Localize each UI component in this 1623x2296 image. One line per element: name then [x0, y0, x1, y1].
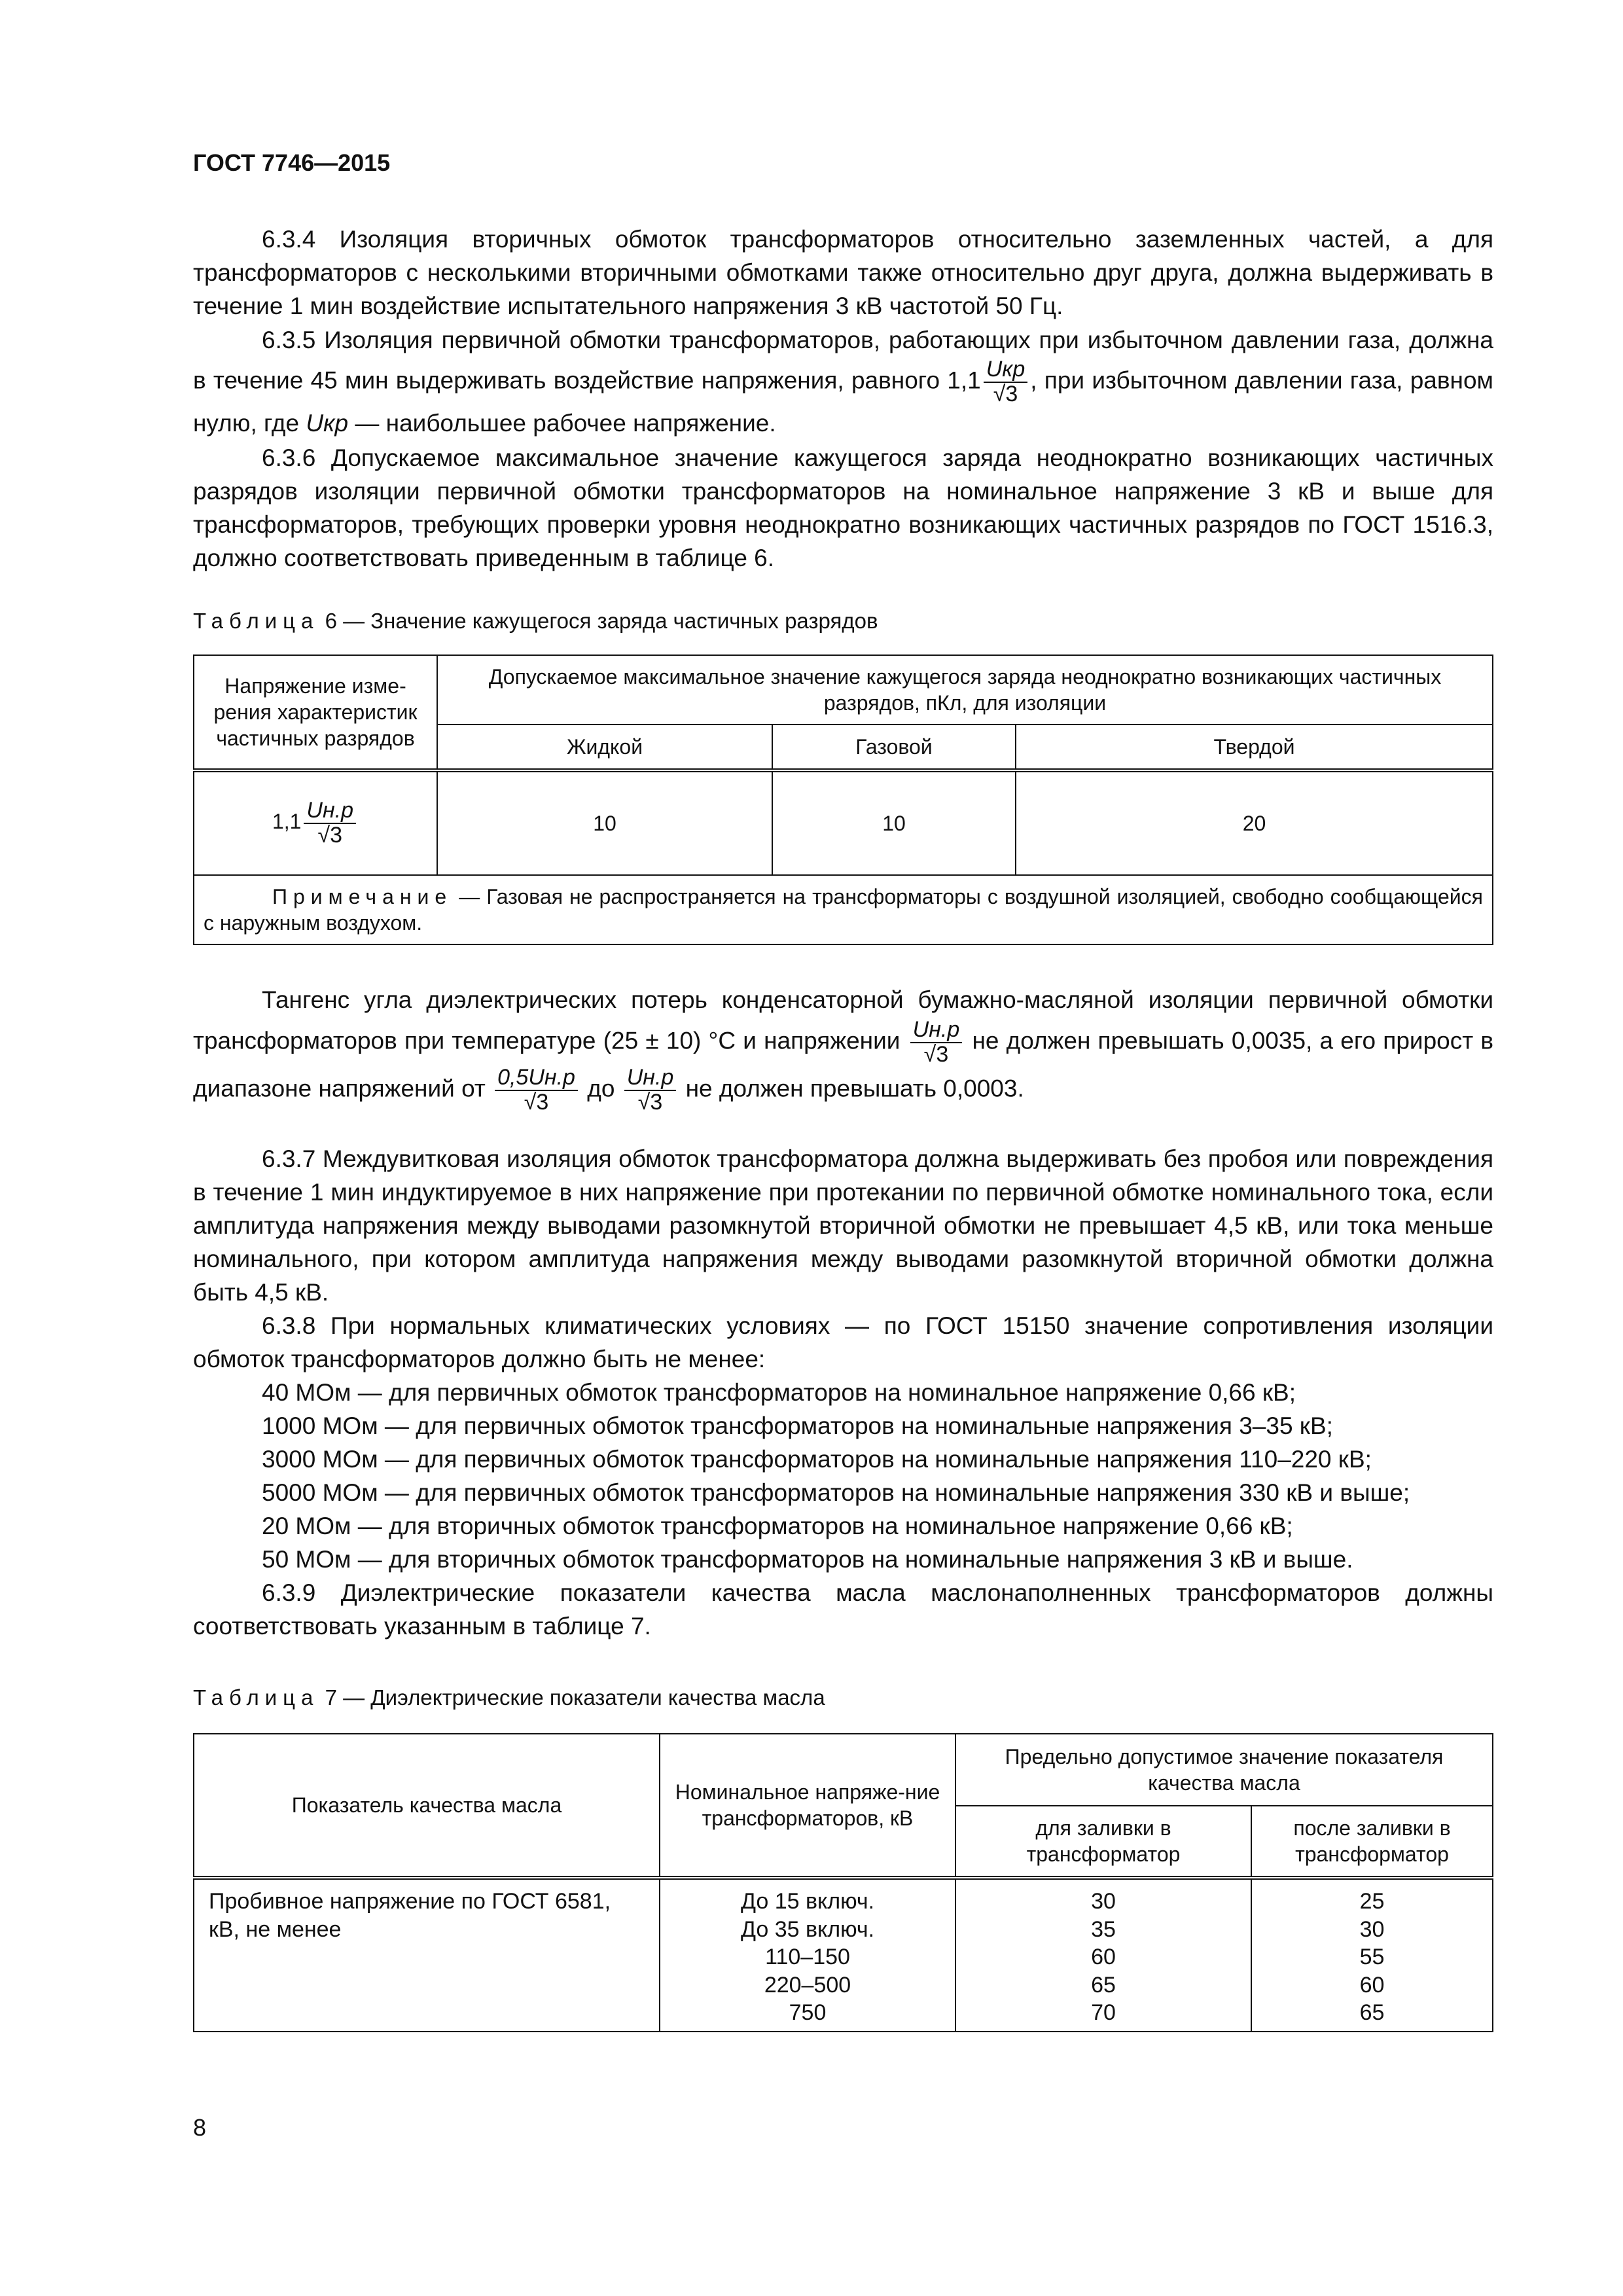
before-value: 70 [1091, 2000, 1116, 2025]
table-6-note-label: Примечание [272, 885, 453, 908]
before-value: 65 [1091, 1972, 1116, 1998]
table-7-caption-text: 7 — Диэлектрические показатели качества масла [325, 1685, 825, 1710]
before-value: 60 [1091, 1945, 1116, 1969]
paragraph-6-3-4: 6.3.4 Изоляция вторичных обмоток трансформаторов относительно заземленных частей, а для трансформаторов с несколькими вторичными обмотками также относительно друг друга, должна выдерживать в течение 1 мин воздействие испытательного напряжения 3 кВ частотой 50 Гц. [193, 226, 1493, 319]
page-number: 8 [193, 2114, 207, 2141]
tan-text-a: Тангенс угла диэлектрических потерь конденсаторной бумажно-масляной изоляции первичной обмотки трансформаторов при температуре (25 ± 10) °С и напряжении [193, 986, 1493, 1054]
text-block-3 [193, 1142, 1493, 1643]
table-7-caption-label: Таблица [193, 1685, 319, 1710]
voltage-value: 110–150 [765, 1945, 850, 1969]
voltage-value: До 35 включ. [740, 1916, 875, 1942]
tan-fraction-2 [495, 1066, 578, 1114]
table-6-value-gas: 10 [772, 770, 1016, 875]
before-value: 30 [1091, 1889, 1116, 1914]
paragraph-6-3-7: 6.3.7 Междувитковая изоляция обмоток трансформатора должна выдерживать без пробоя или повреждения в течение 1 мин индуктируемое в них напряжение при протекании по первичной обмотке номинального тока, если амплитуда напряжения между выводами разомкнутой вторичной обмотки не превышает 4,5 кВ, или тока меньше номинального, при котором амплитуда напряжения между выводами разомкнутой вторичной обмотки должна быть 4,5 кВ. [193, 1145, 1493, 1306]
resistance-item: 40 МОм — для первичных обмоток трансформаторов на номинальное напряжение 0,66 кВ; [262, 1379, 1296, 1406]
table-7 [193, 1733, 1493, 2032]
tan-text-b: не должен превышать 0,0035, а его прирост в диапазоне напряжений от [193, 1027, 1494, 1102]
table-6-fraction [304, 799, 356, 847]
paragraph-6-3-6: 6.3.6 Допускаемое максимальное значение кажущегося заряда неоднократно возникающих частичных разрядов изоляции первичной обмотки трансформаторов на номинальное напряжение 3 кВ и выше для трансформаторов, требующих проверки уровня неоднократно возникающих частичных разрядов по ГОСТ 1516.3, должно соответствовать приведенным в таблице 6. [193, 444, 1493, 572]
after-value: 25 [1359, 1889, 1385, 1914]
table-6-subheader-liquid: Жидкой [437, 725, 772, 770]
voltage-value: 220–500 [764, 1972, 851, 1998]
p635-variable: Uкр [306, 410, 349, 437]
paragraph-6-3-8: 6.3.8 При нормальных климатических условиях — по ГОСТ 15150 значение сопротивления изоляции обмоток трансформаторов должно быть не менее: [193, 1312, 1493, 1372]
fraction-numerator: Uкр [984, 358, 1028, 383]
table-7-col1-header: Показатель качества масла [194, 1734, 660, 1878]
after-value: 60 [1359, 1972, 1385, 1998]
table-6-value-solid: 20 [1016, 770, 1493, 875]
fraction-numerator: Uн.р [910, 1018, 963, 1043]
table-6-coefficient: 1,1 [272, 810, 302, 834]
p635-coefficient: 1,1 [947, 367, 981, 394]
voltage-value: 750 [789, 2000, 827, 2025]
text-block-2 [193, 982, 1493, 1115]
fraction-denominator: √3 [923, 1041, 949, 1067]
document-header: ГОСТ 7746—2015 [193, 149, 391, 176]
tan-text-c: до [587, 1075, 615, 1102]
before-value: 35 [1091, 1916, 1116, 1942]
table-7-caption [193, 1685, 825, 1710]
table-7-before-values [955, 1878, 1251, 2032]
resistance-item: 20 МОм — для вторичных обмоток трансформаторов на номинальное напряжение 0,66 кВ; [262, 1513, 1293, 1539]
table-7-indicator: Пробивное напряжение по ГОСТ 6581, кВ, не менее [194, 1878, 660, 2032]
table-6-note [194, 875, 1493, 944]
paragraph-6-3-9: 6.3.9 Диэлектрические показатели качества масла маслонаполненных трансформаторов должны соответствовать указанным в таблице 7. [193, 1579, 1493, 1640]
table-6-value-liquid: 10 [437, 770, 772, 875]
fraction-numerator: Uн.р [304, 799, 356, 824]
table-6-subheader-solid: Твердой [1016, 725, 1493, 770]
tan-fraction-3 [624, 1066, 677, 1114]
table-6-group-header: Допускаемое максимальное значение кажущегося заряда неоднократно возникающих частичных разрядов, пКл, для изоляции [437, 655, 1493, 725]
table-6-caption [193, 609, 878, 634]
after-value: 30 [1359, 1916, 1385, 1942]
resistance-item: 1000 МОм — для первичных обмоток трансформаторов на номинальные напряжения 3–35 кВ; [262, 1412, 1333, 1439]
p635-text-c: — наибольшее рабочее напряжение. [355, 410, 776, 437]
after-value: 55 [1359, 1945, 1385, 1969]
table-6-note-text: — Газовая не распространяется на трансформаторы с воздушной изоляцией, свободно сообщающейся с наружным воздухом. [204, 885, 1484, 935]
table-6-col1-header: Напряжение изме-рения характеристик частичных разрядов [194, 655, 437, 770]
after-value: 65 [1359, 2000, 1385, 2025]
voltage-value: До 15 включ. [740, 1889, 875, 1914]
table-6-voltage-cell [194, 770, 437, 875]
tan-text-d: не должен превышать 0,0003. [685, 1075, 1024, 1102]
fraction-denominator: √3 [637, 1090, 663, 1115]
table-7-voltages [660, 1878, 955, 2032]
fraction-denominator: √3 [524, 1090, 549, 1115]
table-7-subheader-before: для заливки в трансформатор [955, 1806, 1251, 1878]
fraction-denominator: √3 [317, 823, 343, 848]
table-7-after-values [1251, 1878, 1493, 2032]
p635-text-a: 6.3.5 Изоляция первичной обмотки трансформаторов, работающих при избыточном давлении газа, должна в течение 45 мин выдерживать воздействие напряжения, равного [193, 327, 1493, 394]
fraction-numerator: 0,5Uн.р [495, 1066, 578, 1091]
table-6-caption-text: 6 — Значение кажущегося заряда частичных разрядов [325, 609, 878, 633]
tan-fraction-1 [910, 1018, 963, 1066]
table-6-caption-label: Таблица [193, 609, 319, 633]
paragraph-tangent [193, 982, 1493, 1115]
table-7-subheader-after: после заливки в трансформатор [1251, 1806, 1493, 1878]
fraction-numerator: Uн.р [624, 1066, 677, 1091]
resistance-item: 3000 МОм — для первичных обмоток трансформаторов на номинальные напряжения 110–220 кВ; [262, 1446, 1372, 1473]
table-7-group-header: Предельно допустимое значение показателя качества масла [955, 1734, 1493, 1806]
resistance-item: 5000 МОм — для первичных обмоток трансформаторов на номинальные напряжения 330 кВ и выше; [262, 1479, 1410, 1506]
resistance-item: 50 МОм — для вторичных обмоток трансформаторов на номинальные напряжения 3 кВ и выше. [262, 1546, 1353, 1573]
fraction-denominator: √3 [993, 381, 1018, 406]
table-6-subheader-gas: Газовой [772, 725, 1016, 770]
paragraph-6-3-5 [193, 323, 1493, 441]
table-7-col2-header: Номинальное напряже-ние трансформаторов, кВ [660, 1734, 955, 1878]
text-block-1 [193, 223, 1493, 575]
p635-text-b: , при избыточном давлении газа, равном нулю, где [193, 367, 1493, 437]
p635-fraction [984, 358, 1028, 406]
table-6 [193, 655, 1493, 945]
